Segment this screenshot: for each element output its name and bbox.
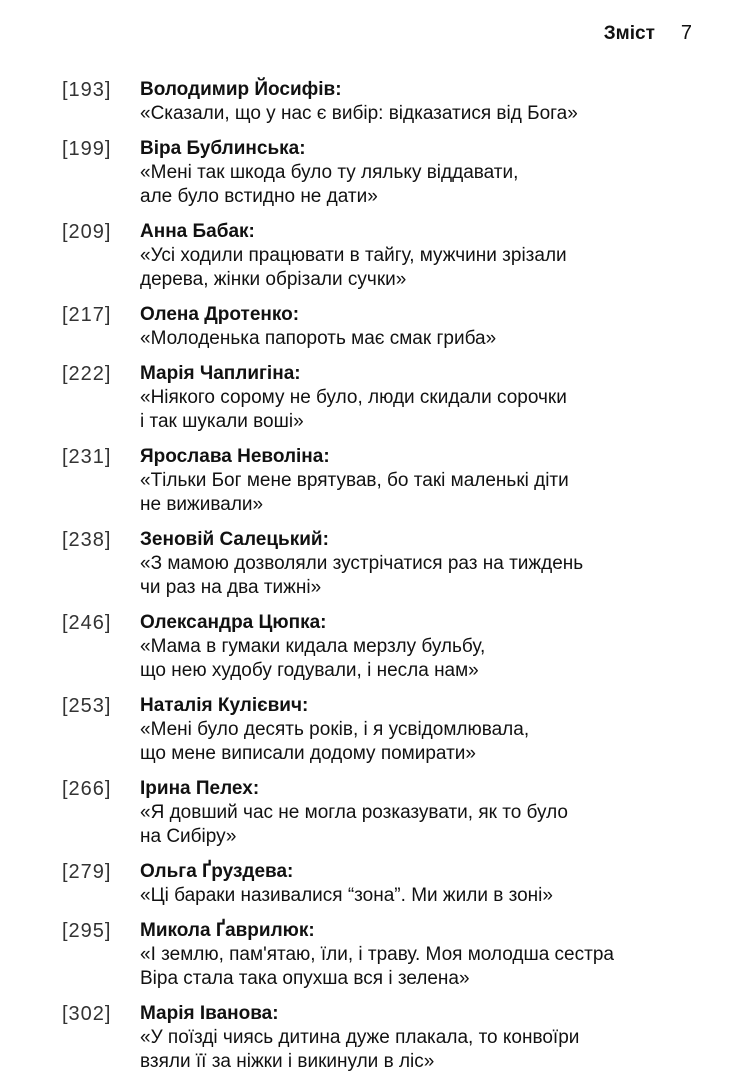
toc-entry (62, 528, 702, 600)
entry-page-number: [253] (62, 695, 112, 717)
entry-quote-line: «Тільки Бог мене врятував, бо такі маленькі діти (140, 470, 569, 491)
entry-body (140, 919, 702, 991)
entry-quote-line: але було встидно не дати» (140, 186, 378, 207)
toc-entry (62, 137, 702, 209)
entry-page-number: [279] (62, 861, 112, 883)
entry-body (140, 78, 702, 126)
entry-author-name: Анна Бабак: (140, 221, 255, 242)
entry-quote-line: що нею худобу годували, і несла нам» (140, 660, 479, 681)
entry-author-name: Ольга Ґруздева: (140, 861, 294, 882)
page-header (604, 22, 692, 45)
entry-quote-line: «І землю, пам'ятаю, їли, і траву. Моя молодша сестра (140, 944, 614, 965)
toc-entry (62, 777, 702, 849)
toc-entry (62, 611, 702, 683)
entry-page-number: [295] (62, 920, 112, 942)
entry-body (140, 303, 702, 351)
entry-body (140, 611, 702, 683)
entry-author-name: Олена Дротенко: (140, 304, 300, 325)
entry-quote-line: і так шукали воші» (140, 411, 304, 432)
entry-quote-line: взяли її за ніжки і викинули в ліс» (140, 1051, 435, 1072)
toc-entry (62, 1002, 702, 1074)
entry-body (140, 220, 702, 292)
entry-quote-line: «Ніякого сорому не було, люди скидали сорочки (140, 387, 567, 408)
entry-page-number: [193] (62, 79, 112, 101)
entry-author-name: Ірина Пелех: (140, 778, 260, 799)
entry-quote-line: «Ці бараки називалися “зона”. Ми жили в зоні» (140, 885, 553, 906)
entry-author-name: Олександра Цюпка: (140, 612, 327, 633)
entry-body (140, 1002, 702, 1074)
page-number: 7 (680, 22, 692, 44)
entry-quote-line: чи раз на два тижні» (140, 577, 322, 598)
entry-quote-line: «У поїзді чиясь дитина дуже плакала, то конвоїри (140, 1027, 580, 1048)
entry-author-name: Микола Ґаврилюк: (140, 920, 315, 941)
entry-quote-line: «Мама в гумаки кидала мерзлу бульбу, (140, 636, 486, 657)
entry-page-number: [231] (62, 446, 112, 468)
entry-author-name: Марія Чаплигіна: (140, 363, 301, 384)
entry-author-name: Володимир Йосифів: (140, 79, 342, 100)
entry-page-number: [238] (62, 529, 112, 551)
entry-page-number: [199] (62, 138, 112, 160)
entry-body (140, 694, 702, 766)
entry-body (140, 528, 702, 600)
toc-entry (62, 919, 702, 991)
entry-quote-line: «Мені так шкода було ту ляльку віддавати, (140, 162, 519, 183)
entry-body (140, 445, 702, 517)
entry-body (140, 777, 702, 849)
entry-body (140, 362, 702, 434)
entry-author-name: Віра Бублинська: (140, 138, 306, 159)
entry-quote-line: «Молоденька папороть має смак гриба» (140, 328, 497, 349)
toc-entry (62, 860, 702, 908)
toc-entry (62, 445, 702, 517)
entry-body (140, 137, 702, 209)
entry-quote-line: «Мені було десять років, і я усвідомлювала, (140, 719, 530, 740)
entry-page-number: [222] (62, 363, 112, 385)
entry-quote-line: «Усі ходили працювати в тайгу, мужчини зрізали (140, 245, 567, 266)
entry-page-number: [246] (62, 612, 112, 634)
entry-page-number: [302] (62, 1003, 112, 1025)
toc-entry (62, 220, 702, 292)
entry-body (140, 860, 702, 908)
entry-page-number: [266] (62, 778, 112, 800)
entry-quote-line: що мене виписали додому помирати» (140, 743, 476, 764)
toc-entry (62, 303, 702, 351)
toc-entry (62, 362, 702, 434)
toc-entry (62, 694, 702, 766)
table-of-contents (62, 78, 702, 1085)
entry-page-number: [217] (62, 304, 112, 326)
entry-quote-line: не виживали» (140, 494, 264, 515)
entry-author-name: Зеновій Салецький: (140, 529, 329, 550)
entry-quote-line: на Сибіру» (140, 826, 237, 847)
entry-author-name: Наталія Кулієвич: (140, 695, 309, 716)
entry-quote-line: Віра стала така опухша вся і зелена» (140, 968, 470, 989)
entry-quote-line: «Сказали, що у нас є вибір: відказатися від Бога» (140, 103, 578, 124)
entry-author-name: Ярослава Неволіна: (140, 446, 330, 467)
section-title: Зміст (603, 23, 655, 44)
entry-author-name: Марія Іванова: (140, 1003, 279, 1024)
entry-quote-line: «Я довший час не могла розказувати, як то було (140, 802, 568, 823)
entry-quote-line: «З мамою дозволяли зустрічатися раз на тиждень (140, 553, 584, 574)
toc-entry (62, 78, 702, 126)
entry-page-number: [209] (62, 221, 112, 243)
entry-quote-line: дерева, жінки обрізали сучки» (140, 269, 407, 290)
